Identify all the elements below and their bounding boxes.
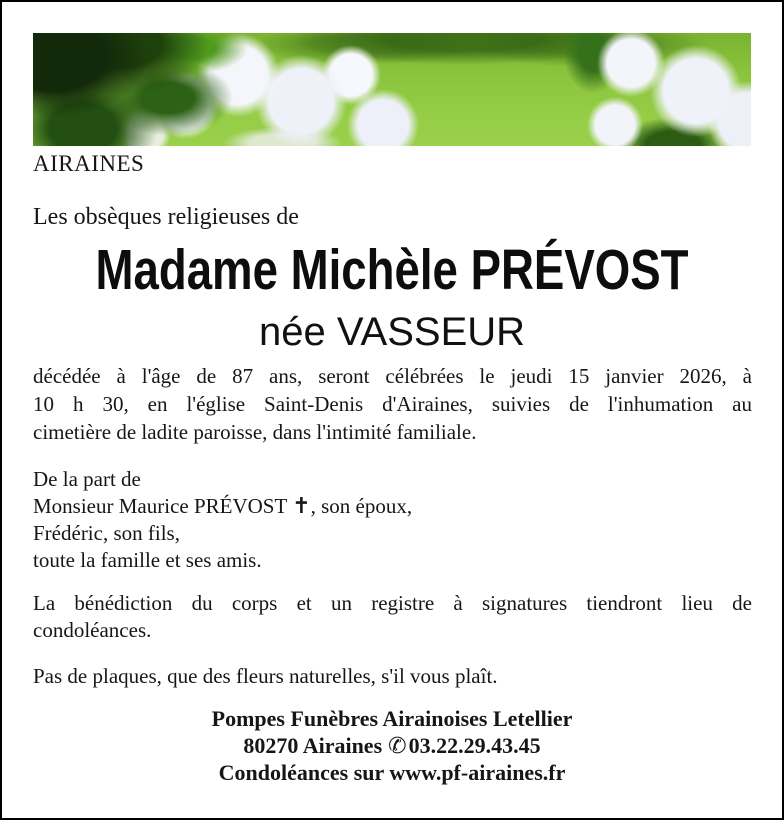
family-section [33, 466, 752, 573]
announcement-line-1: décédée à l'âge de 87 ans, seront célébrées le jeudi 15 janvier 2026, à [33, 364, 752, 388]
intro-line: Les obsèques religieuses de [33, 204, 299, 230]
funeral-home-contact-line [2, 733, 782, 761]
announcement-line-3: cimetière de ladite paroisse, dans l'intimité familiale. [33, 420, 477, 444]
announcement-line-2: 10 h 30, en l'église Saint-Denis d'Airaines, suivies de l'inhumation au [33, 392, 752, 416]
family-heading: De la part de [33, 467, 141, 491]
maiden-name: née VASSEUR [258, 310, 526, 354]
funeral-home-name: Pompes Funèbres Airainoises Letellier [211, 706, 573, 731]
commune-name: AIRAINES [33, 151, 145, 176]
benediction-line-2: condoléances. [33, 618, 152, 642]
condolences-website: Condoléances sur www.pf-airaines.fr [218, 760, 566, 785]
cross-icon: ✝ [292, 493, 311, 519]
flowers-request: Pas de plaques, que des fleurs naturelles, s'il vous plaît. [33, 664, 498, 688]
phone-icon: ✆ [388, 733, 407, 759]
benediction-paragraph [33, 590, 752, 644]
deceased-name: Madame Michèle PRÉVOST [95, 238, 689, 302]
benediction-line-1: La bénédiction du corps et un registre à signatures tiendront lieu de [33, 591, 752, 615]
spouse-line [33, 493, 752, 521]
spouse-relation: , son époux, [310, 493, 413, 518]
phone-number: 03.22.29.43.45 [408, 732, 541, 758]
spouse-name: Monsieur Maurice PRÉVOST [33, 493, 293, 518]
announcement-paragraph [33, 362, 752, 446]
family-line: toute la famille et ses amis. [33, 547, 262, 572]
banner-image [33, 33, 751, 146]
funeral-home-footer [2, 706, 782, 787]
son-line: Frédéric, son fils, [33, 521, 180, 545]
funeral-home-address: 80270 Airaines [243, 732, 383, 758]
